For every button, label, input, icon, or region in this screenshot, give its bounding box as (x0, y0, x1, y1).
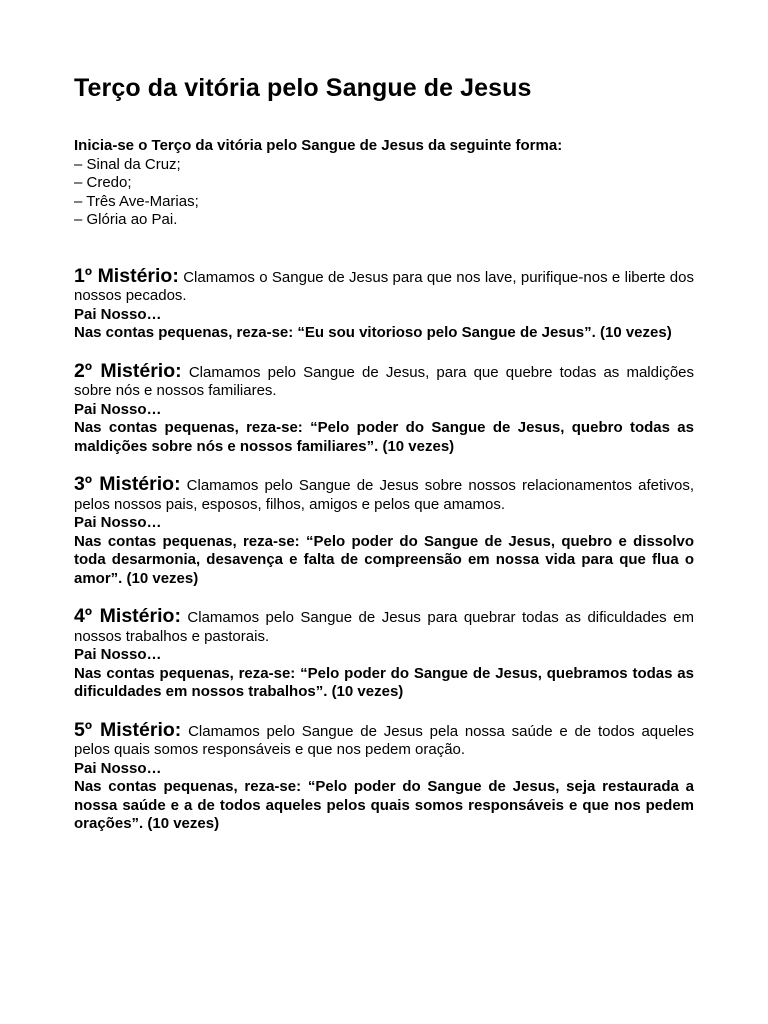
mystery-3 (74, 475, 694, 588)
mystery-title: 3º Mistério: (74, 473, 181, 495)
mystery-description: Clamamos pelo Sangue de Jesus para quebrar todas as dificuldades em nossos trabalhos e pastorais. (74, 609, 694, 645)
page-title: Terço da vitória pelo Sangue de Jesus (74, 74, 532, 102)
mystery-title: 1º Mistério: (74, 264, 179, 287)
mystery-instruction: Nas contas pequenas, reza-se: “Pelo poder do Sangue de Jesus, quebramos todas as dificuldades em nossos trabalhos”. (10 vezes) (74, 664, 694, 700)
mystery-instruction: Nas contas pequenas, reza-se: “Pelo poder do Sangue de Jesus, quebro e dissolvo toda desarmonia, desavença e falta de compreensão em nossa vida para que flua o amor”. (10 vezes) (74, 532, 694, 587)
intro-section (74, 137, 694, 230)
intro-item: – Glória ao Pai. (74, 211, 178, 228)
mystery-2 (74, 359, 694, 457)
mystery-instruction: Nas contas pequenas, reza-se: “Pelo poder do Sangue de Jesus, seja restaurada a nossa saúde e a de todos aqueles pelos quais somos responsáveis e que nos pedem orações”. (10 vezes) (74, 778, 694, 832)
mystery-instruction: Nas contas pequenas, reza-se: “Pelo poder do Sangue de Jesus, quebro todas as maldições sobre nós e nossos familiares”. (10 vezes) (74, 419, 694, 455)
mystery-description: Clamamos pelo Sangue de Jesus, para que quebre todas as maldições sobre nós e nossos familiares. (74, 363, 694, 399)
mystery-description: Clamamos pelo Sangue de Jesus pela nossa saúde e de todos aqueles pelos quais somos responsáveis e que nos pedem oração. (74, 722, 694, 758)
mystery-description: Clamamos pelo Sangue de Jesus sobre nossos relacionamentos afetivos, pelos nossos pais, esposos, filhos, amigos e pelos que amamos. (74, 477, 694, 513)
intro-item: – Credo; (74, 174, 132, 191)
mystery-prayer: Pai Nosso… (74, 646, 162, 663)
mystery-prayer: Pai Nosso… (74, 305, 162, 323)
mystery-instruction: Nas contas pequenas, reza-se: “Eu sou vitorioso pelo Sangue de Jesus”. (10 vezes) (74, 324, 672, 341)
intro-item: – Sinal da Cruz; (74, 155, 181, 173)
mystery-prayer: Pai Nosso… (74, 400, 162, 418)
mystery-title: 4º Mistério: (74, 605, 181, 627)
mystery-title: 5º Mistério: (74, 718, 182, 741)
mystery-1 (74, 264, 694, 343)
intro-item: – Três Ave-Marias; (74, 192, 199, 210)
mystery-prayer: Pai Nosso… (74, 514, 162, 531)
intro-heading: Inicia-se o Terço da vitória pelo Sangue de Jesus da seguinte forma: (74, 137, 563, 154)
mystery-description: Clamamos o Sangue de Jesus para que nos lave, purifique-nos e liberte dos nossos pecados. (74, 268, 694, 304)
mystery-4 (74, 607, 694, 702)
mystery-prayer: Pai Nosso… (74, 759, 162, 777)
mystery-5 (74, 718, 694, 834)
mystery-title: 2º Mistério: (74, 359, 182, 382)
